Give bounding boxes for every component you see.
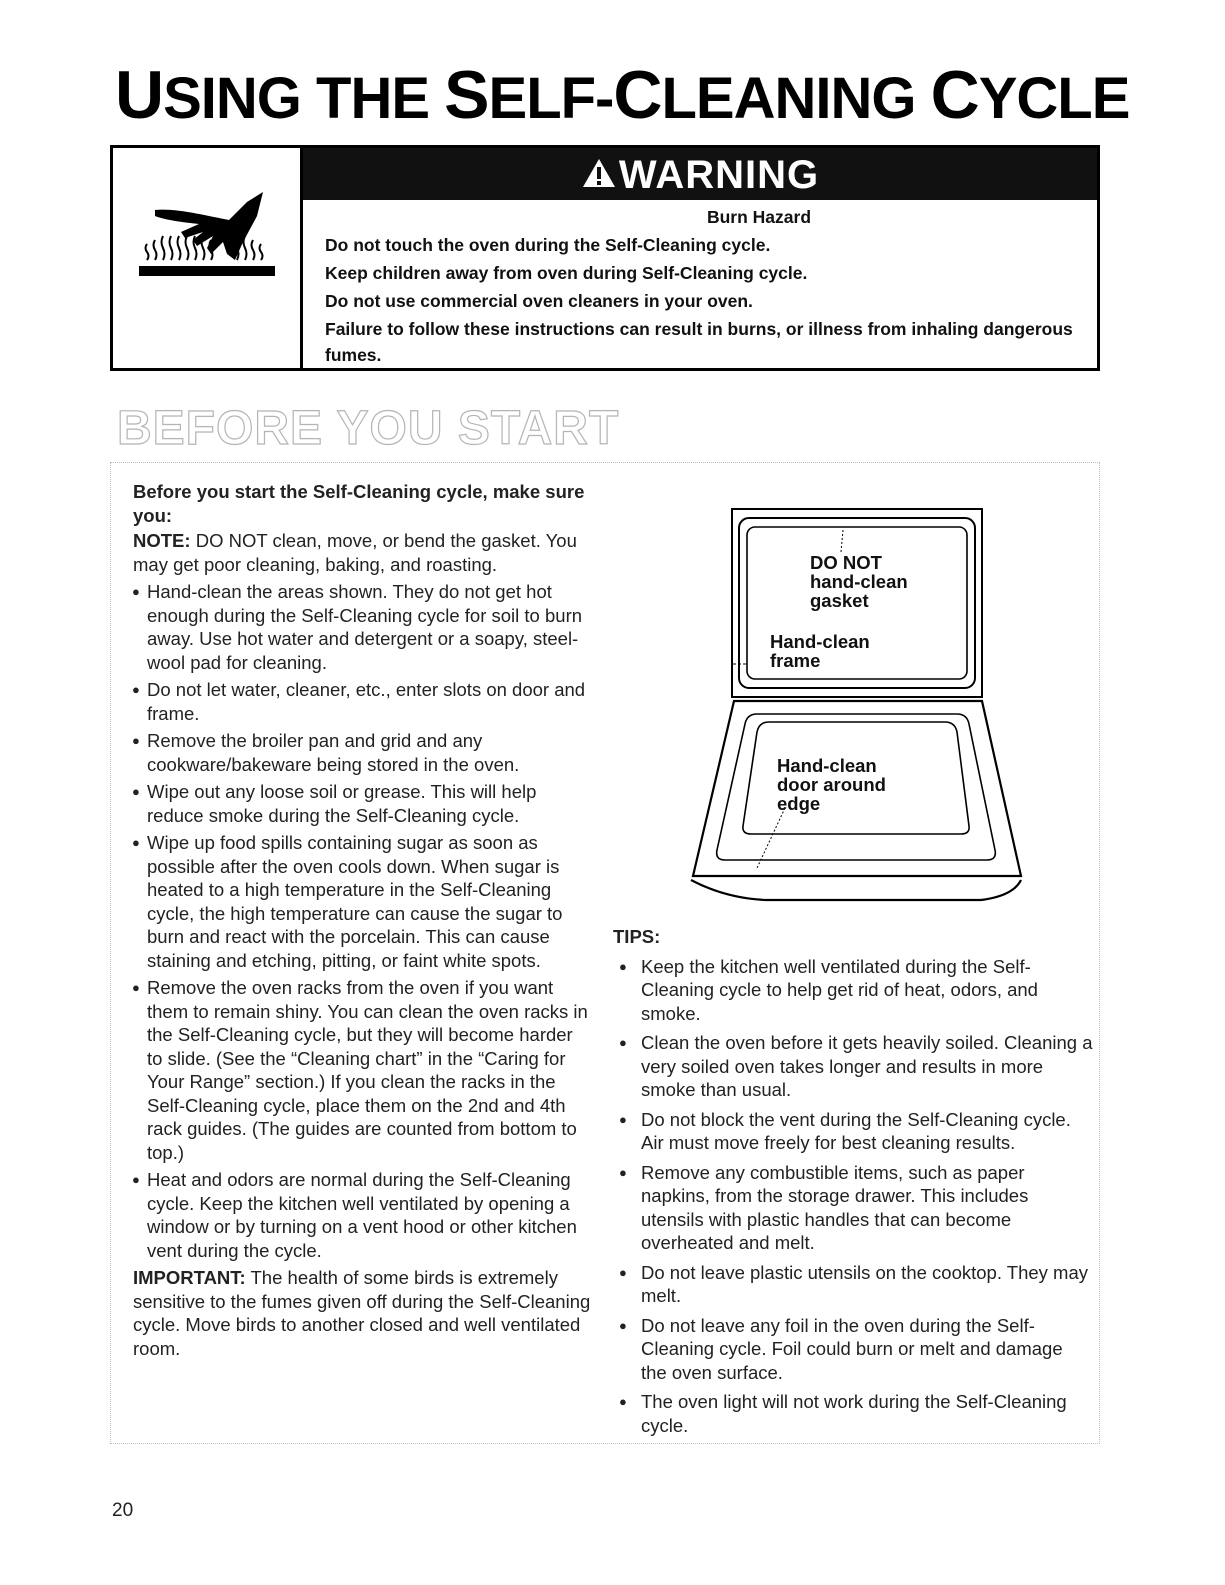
warning-line: Do not use commercial oven cleaners in your oven.	[325, 291, 753, 311]
title-part: U	[115, 57, 164, 133]
intro-lead: Before you start the Self-Cleaning cycle, make sure you:	[133, 481, 585, 526]
warning-banner-text: WARNING	[618, 153, 820, 197]
title-part: C	[930, 57, 979, 133]
title-part: THE	[316, 66, 445, 131]
section-heading: BEFORE YOU START	[117, 402, 620, 455]
warning-line: Keep children away from oven during Self-Cleaning cycle.	[325, 263, 808, 283]
important-label: IMPORTANT:	[133, 1267, 246, 1288]
left-column	[133, 480, 593, 1364]
list-item: ● Wipe out any loose soil or grease. This will help reduce smoke during the Self-Cleaning cycle.	[133, 780, 593, 827]
warning-box	[110, 145, 1100, 371]
page-number: 20	[112, 1500, 134, 1521]
note-paragraph	[133, 529, 593, 576]
list-item: ● Hand-clean the areas shown. They do not get hot enough during the Self-Cleaning cycle for soil to burn away. Use hot water and detergent or a soapy, steel-wool pad for cleaning.	[133, 580, 593, 674]
list-item: ● Do not let water, cleaner, etc., enter slots on door and frame.	[133, 678, 593, 725]
list-item: ● Remove the broiler pan and grid and any cookware/bakeware being stored in the oven.	[133, 729, 593, 776]
note-text: DO NOT clean, move, or bend the gasket. You may get poor cleaning, baking, and roasting.	[133, 530, 577, 575]
title-part: SING	[163, 66, 317, 131]
tip-item: ● Do not block the vent during the Self-Cleaning cycle. Air must move freely for best cleaning results.	[613, 1108, 1093, 1155]
hot-surface-hand-icon	[137, 190, 277, 280]
tips-list	[613, 955, 1093, 1438]
list-item: ● Remove the oven racks from the oven if you want them to remain shiny. You can clean the oven racks in the Self-Cleaning cycle, but they will become harder to slide. (See the “Cleaning chart” in the “Caring for Your Range” section.) If you clean the racks in the Self-Cleaning cycle, place them on the 2nd and 4th rack guides. (The guides are counted from bottom to top.)	[133, 976, 593, 1164]
gasket-label: DO NOT hand-clean gasket	[810, 552, 908, 611]
warning-triangle-icon	[581, 157, 617, 189]
checklist	[133, 580, 593, 1262]
title-part: S	[444, 57, 489, 133]
tip-item: ● Keep the kitchen well ventilated during the Self-Cleaning cycle to help get rid of heat, odors, and smoke.	[613, 955, 1093, 1026]
warning-line: Do not touch the oven during the Self-Cleaning cycle.	[325, 235, 771, 255]
note-label: NOTE:	[133, 530, 191, 551]
tip-item: ● The oven light will not work during the Self-Cleaning cycle.	[613, 1390, 1093, 1437]
tips-section	[613, 925, 1093, 1443]
tip-item: ● Clean the oven before it gets heavily soiled. Cleaning a very soiled oven takes longer and results in more smoke than usual.	[613, 1031, 1093, 1102]
important-paragraph	[133, 1266, 593, 1360]
hazard-type: Burn Hazard	[706, 207, 812, 227]
oven-diagram	[685, 508, 1030, 913]
tips-title: TIPS:	[613, 926, 661, 947]
warning-text	[325, 204, 1073, 370]
tip-item: ● Do not leave plastic utensils on the cooktop. They may melt.	[613, 1261, 1093, 1308]
title-part: YCLE	[978, 66, 1130, 131]
warning-line: Failure to follow these instructions can result in burns, or illness from inhaling dangerous fumes.	[325, 319, 1073, 365]
title-part: ELF-	[488, 66, 614, 131]
important-text: The health of some birds is extremely sensitive to the fumes given off during the Self-Cleaning cycle. Move birds to another closed and well ventilated room.	[133, 1267, 591, 1359]
tip-item: ● Remove any combustible items, such as paper napkins, from the storage drawer. This includes utensils with plastic handles that can become overheated and melt.	[613, 1161, 1093, 1255]
tip-item: ● Do not leave any foil in the oven during the Self-Cleaning cycle. Foil could burn or melt and damage the oven surface.	[613, 1314, 1093, 1385]
list-item: ● Wipe up food spills containing sugar as soon as possible after the oven cools down. When sugar is heated to a high temperature in the Self-Cleaning cycle, the high temperature can cause the sugar to burn and react with the porcelain. This can cause staining and etching, pitting, or faint white spots.	[133, 831, 593, 972]
list-item: ● Heat and odors are normal during the Self-Cleaning cycle. Keep the kitchen well ventilated by opening a window or by turning on a vent hood or other kitchen vent during the cycle.	[133, 1168, 593, 1262]
title-part: LEANING	[661, 66, 931, 131]
frame-label: Hand-clean frame	[770, 631, 870, 671]
warning-banner	[303, 148, 1097, 200]
burn-hazard-symbol-cell	[113, 148, 303, 368]
door-label: Hand-clean door around edge	[777, 755, 886, 814]
title-part: C	[613, 57, 662, 133]
page-title	[115, 57, 1130, 133]
